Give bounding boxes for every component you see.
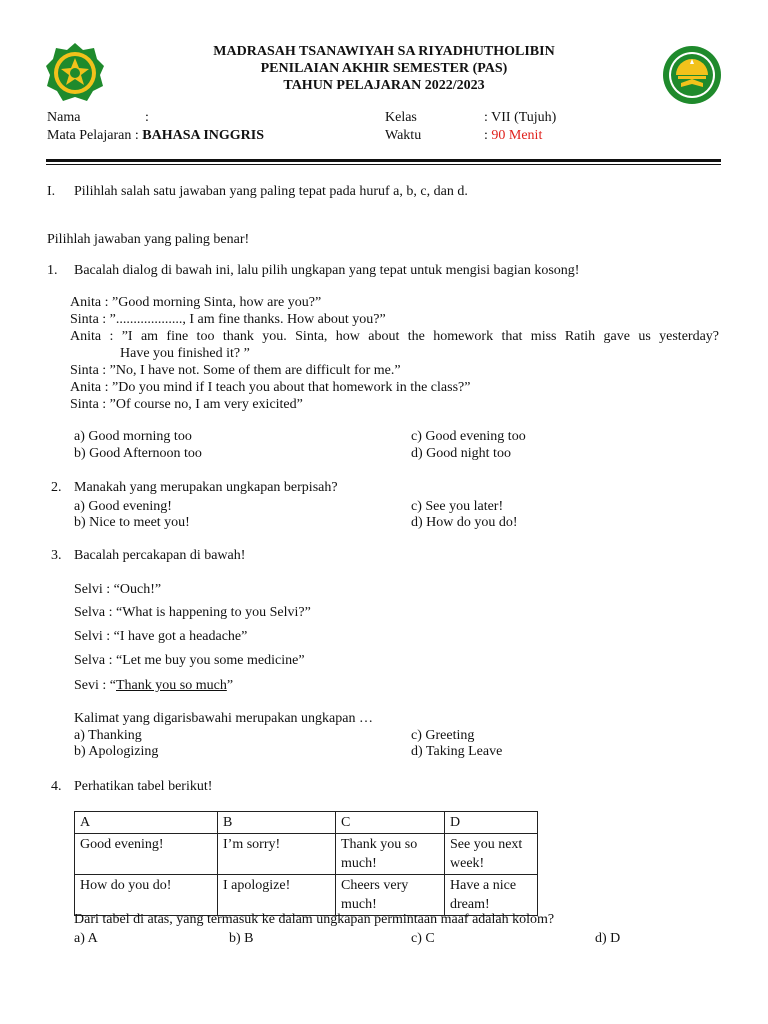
q3-dialog-line-underlined: [74, 678, 233, 694]
table-header-cell: C: [336, 812, 445, 834]
class-value: : VII (Tujuh): [484, 110, 557, 125]
q1-dialog-line: Sinta : ”Of course no, I am very exicited”: [70, 397, 303, 412]
q3-option-d[interactable]: d) Taking Leave: [411, 744, 503, 759]
q3-text: Bacalah percakapan di bawah!: [74, 548, 246, 563]
subject-label: Mata Pelajaran :: [47, 128, 139, 143]
q3-speaker: Sevi : “: [74, 678, 116, 693]
table-header-cell: A: [75, 812, 218, 834]
q2-option-b[interactable]: b) Nice to meet you!: [74, 515, 190, 530]
q1-dialog-line: Sinta : ”No, I have not. Some of them are difficult for me.”: [70, 363, 401, 378]
table-row: [75, 834, 538, 875]
name-colon: :: [145, 110, 149, 125]
academic-year: TAHUN PELAJARAN 2022/2023: [283, 78, 485, 93]
q1-dialog-line: Sinta : ”..................., I am fine thanks. How about you?”: [70, 312, 386, 327]
q1-option-b[interactable]: b) Good Afternoon too: [74, 446, 202, 461]
q3-dialog-line: Selva : “Let me buy you some medicine”: [74, 653, 305, 668]
table-row: [75, 875, 538, 916]
q1-dialog-line: Anita : ”Do you mind if I teach you about that homework in the class?”: [70, 380, 471, 395]
q3-dialog-line: Selva : “What is happening to you Selvi?”: [74, 605, 311, 620]
q1-option-a[interactable]: a) Good morning too: [74, 429, 192, 444]
q1-dialog-line: Have you finished it? ”: [120, 346, 250, 361]
class-label: Kelas: [385, 110, 417, 125]
q4-question: Dari tabel di atas, yang termasuk ke dalam ungkapan permintaan maaf adalah kolom?: [74, 912, 555, 927]
q4-text: Perhatikan tabel berikut!: [74, 779, 213, 794]
time-label: Waktu: [385, 128, 422, 143]
exam-title: PENILAIAN AKHIR SEMESTER (PAS): [260, 61, 508, 76]
header-rule-thick: [46, 159, 721, 162]
q4-option-d[interactable]: d) D: [595, 931, 621, 946]
q3-close-quote: ”: [226, 678, 234, 693]
q4-option-c[interactable]: c) C: [411, 931, 435, 946]
table-cell: Thank you so much!: [336, 834, 445, 875]
q4-option-b[interactable]: b) B: [229, 931, 254, 946]
table-cell: I’m sorry!: [218, 834, 336, 875]
q3-dialog-line: Selvi : “Ouch!”: [74, 582, 162, 597]
q2-option-a[interactable]: a) Good evening!: [74, 499, 172, 514]
subject-row: [47, 128, 264, 144]
q1-text: Bacalah dialog di bawah ini, lalu pilih ungkapan yang tepat untuk mengisi bagian kosong!: [74, 263, 580, 278]
q1-dialog-line: Anita : ”I am fine too thank you. Sinta, how about the homework that miss Ratih gave us yesterday?: [70, 329, 719, 344]
q4-number: 4.: [51, 779, 62, 794]
q3-option-b[interactable]: b) Apologizing: [74, 744, 159, 759]
q2-option-d[interactable]: d) How do you do!: [411, 515, 518, 530]
table-header-row: [75, 812, 538, 834]
q4-option-a[interactable]: a) A: [74, 931, 98, 946]
q2-number: 2.: [51, 480, 62, 495]
table-cell: See you next week!: [445, 834, 538, 875]
name-label: Nama: [47, 110, 81, 125]
section-instruction: Pilihlah salah satu jawaban yang paling tepat pada huruf a, b, c, dan d.: [74, 184, 468, 199]
q2-option-c[interactable]: c) See you later!: [411, 499, 504, 514]
q3-option-a[interactable]: a) Thanking: [74, 728, 142, 743]
q1-number: 1.: [47, 263, 58, 278]
time-value: 90 Menit: [491, 128, 543, 143]
q3-option-c[interactable]: c) Greeting: [411, 728, 475, 743]
q3-underlined-phrase: Thank you so much: [116, 678, 227, 693]
q3-number: 3.: [51, 548, 62, 563]
q1-option-d[interactable]: d) Good night too: [411, 446, 511, 461]
section-number: I.: [47, 184, 56, 199]
header-rule-thin: [46, 164, 721, 165]
table-header-cell: B: [218, 812, 336, 834]
q3-dialog-line: Selvi : “I have got a headache”: [74, 629, 248, 644]
table-cell: Cheers very much!: [336, 875, 445, 916]
subject-value: BAHASA INGGRIS: [142, 128, 265, 143]
sub-instruction: Pilihlah jawaban yang paling benar!: [47, 232, 250, 247]
table-cell: Good evening!: [75, 834, 218, 875]
school-name: MADRASAH TSANAWIYAH SA RIYADHUTHOLIBIN: [213, 44, 555, 59]
table-header-cell: D: [445, 812, 538, 834]
table-cell: Have a nice dream!: [445, 875, 538, 916]
time-row: [484, 128, 542, 144]
time-colon: :: [484, 128, 488, 143]
q2-text: Manakah yang merupakan ungkapan berpisah?: [74, 480, 338, 495]
q3-question: Kalimat yang digarisbawahi merupakan ungkapan …: [74, 711, 373, 726]
q4-table: [74, 811, 538, 916]
q1-dialog-line: Anita : ”Good morning Sinta, how are you?”: [70, 295, 322, 310]
q1-option-c[interactable]: c) Good evening too: [411, 429, 526, 444]
table-cell: How do you do!: [75, 875, 218, 916]
table-cell: I apologize!: [218, 875, 336, 916]
